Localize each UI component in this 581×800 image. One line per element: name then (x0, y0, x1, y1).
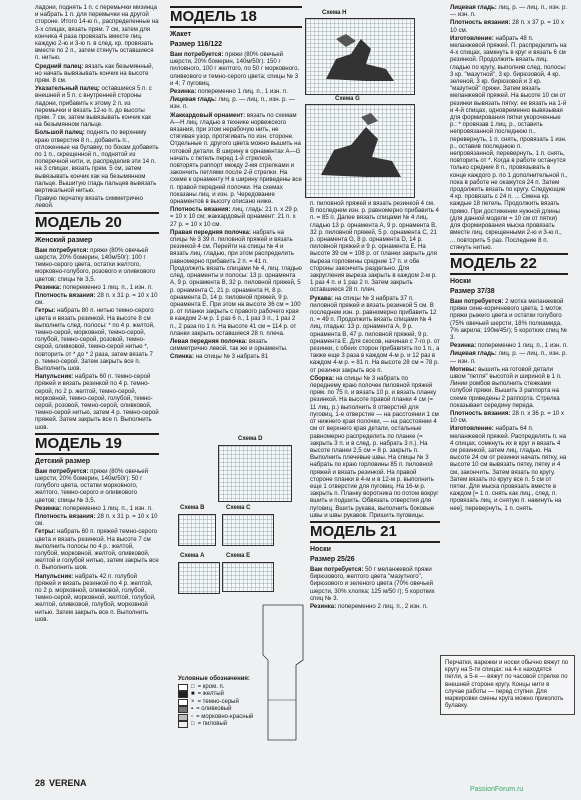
legend-item (178, 684, 298, 692)
model20-subtitle: Женский размер (35, 236, 93, 244)
sleeves-label: Рукава: (310, 294, 333, 302)
thumb-label: Большой палец: (35, 129, 85, 137)
model18-jacq-label: Жаккардовый орнамент: (170, 111, 246, 119)
model18-front-label: Правая передняя полочка: (170, 228, 251, 236)
model22-subtitle: Носки (450, 277, 471, 285)
scheme-g-label: Схема G (335, 96, 360, 102)
model21-sizes: Размер 25/26 (310, 555, 355, 563)
r-density-label: Плотность вязания: (450, 19, 511, 27)
model20-title: МОДЕЛЬ 20 (35, 212, 159, 234)
model18-sizes: Размер 116/122 (170, 41, 223, 48)
model18-stst-label: Лицевая гладь: (170, 96, 217, 104)
scheme-c-label: Схема C (226, 505, 251, 511)
legend-swatch (178, 721, 188, 728)
scheme-b-label: Схема B (180, 505, 205, 511)
model20-rib-label: Резинка: (35, 283, 62, 291)
model20-cuff-label: Напульсник: (35, 373, 74, 381)
r-make-label: Изготовление: (450, 34, 494, 42)
scheme-d-label: Схема D (238, 436, 263, 442)
r-stst: лиц. р. — лиц. п., изн. р. — изн. п. (450, 4, 568, 19)
bird-motif-g (306, 105, 414, 197)
model19-cuff-label: Напульсник: (35, 572, 74, 580)
model19-need: пряжи (80% овечьей шерсти, 20% бомерин, 140м/50г): 50 г голубого цвета, остатки морковного, желтого, темно-серого и оливкового цветов; спицы № 3,5. (35, 467, 149, 504)
legend-item (178, 691, 298, 699)
page-number: 28 (35, 778, 46, 788)
model18-left-front: вязать симметрично левой, так же и орнаменты. (170, 337, 288, 353)
model19-rib: попеременно 1 лиц. п., 1 изн. п. (62, 504, 153, 512)
legend-text: = пиловый (197, 721, 228, 727)
model21-rib: попеременно 2 лиц. п., 2 изн. п. (337, 602, 428, 610)
model20-density: 28 п. x 31 р. = 10 x 10 см. (35, 291, 158, 307)
watermark: PassionForum.ru (470, 786, 524, 793)
legend-item (178, 721, 298, 729)
model22-rib: попеременно 1 лиц. п., 1 изн. п. (477, 342, 568, 350)
model18-density: лиц. гладь: 21 п. x 29 р. = 10 x 10 см; жаккардовый орнамент: 21 п. x 27 р. = 10 x 10 см. (170, 206, 299, 228)
legend (178, 676, 298, 729)
scheme-e-chart (222, 562, 274, 592)
r-make: набрать 48 п. меланжевой пряжей. П. распределить на 4-х спицах, замкнуть в круг и вязать 6 см резинкой. Продолжить вязать лиц. гладью по кругу, выполнив след. полосы: 3 кр. "мазутной", 3 кр. бирюзовой, 4 кр. зеленой, 3 кр. бирюзовой и 3 кр. "мазутной" пряжи. Затем вязать меланжевой пряжей. На высоте 10 см от резинки вывязать пятку: ее вязать на 1-й и 4-й спицах, одновременно вывязывая для формирования пятки укороченные р.: * провязав 1 лиц. р., оставить непровязанной последнюю п., перевернуть, 1 п. снять, провязать 1 изн. р., оставив последнюю п. непровязанной, перевернуть, 1 п. снять, повторить от *. Когда в работе останутся только средние 8 п., провязывать в конце каждого р. по 1 дополнительной п., пока в работе не окажутся 24 п. Затем продолжить вязать по кругу. Следующие 4 кр. провязать с 24 п. ... Смена кр. каждые 18 петель. Продолжить вязать прямо. При достижении нужной длины (для данной модели = 10 см от пятки) для формирования мыска провязать вместе лиц. скрещенными 2-ю и 3-ю п., ... повторить 5 раз. Последние 8 п. стянуть нитью. (450, 34, 568, 251)
scheme-g-chart (305, 104, 415, 198)
model18-jacq: вязать по схемам A—H лиц. гладью в технике норвежского вязания, при этом нерабочую нить, не стягивая узор, протягивать по изн. стороне. Отдельные п. другого цвета можно вышить на готовой детали. В ширину в орнаментах A—G начать с петель перед 1-й стрелкой, повторять раппорт между 2-мя стрелками и закончить петлями после 2-й стрелки. На схеме к орнаменту H в ширину приведены все п. правой передней полочки. На схемах показаны лиц. и изн. р. Чередование орнаментов в высоту описано ниже. (170, 111, 302, 206)
index-finger-label: Указательный палец: (35, 85, 100, 93)
model18-front: набрать на спицы № 3 39 п. пиловной пряжей и вязать резинкой 4 см. Перейти на спицы № 4 и вязать лиц. гладью, при этом распределить равномерно прибавить 2 п. = 41 п. Продолжить вязать спицами № 4, лиц. гладью след. орнаменты и полосы: 13 р. орнамента A, 9 р. орнамента B, 32 р. пиловной пряжей, 5 р. орнамента C, 21 р. орнамента H, 8 р. орнамента D, 14 р. пиловной пряжей, 9 р. орнамента E. При этом на высоте 36 см = 100 р. от планки закрыть с правого рабочего края в каждом 2-м р. 1 раз 6 п., 1 раз 3 п., 1 раз 2 п., 2 раза по 1 п. На высоте 41 см = 114 р. от планки закрыть оставшиеся 28 п. плеча. (170, 228, 302, 337)
model22-need: 2 мотка меланжевой пряжи сине-коричневого цвета, 1 моток пряжи рыжего цвета и остатки голубого (75% овечьей шерсти, 18% полиамида, 7% акрила; 190м/45г); 5 коротких спиц № 3. (450, 297, 568, 341)
legend-symbol: ▪ (191, 706, 194, 712)
model19-density-label: Плотность вязания: (35, 512, 96, 520)
model22-rib-label: Резинка: (450, 342, 477, 350)
model18-subtitle: Жакет (170, 31, 192, 38)
model22-motif: вышить на готовой детали швом "петля" высотой и шириной в 1 п. Линии ромбов выполнить стежками голубой пряжи. Вышить 3 раппорта на схеме приведены 2 раппорта. Стрелка показывает середину переда. (450, 365, 562, 409)
assembly-label: Сборка: (310, 374, 334, 382)
column-left (35, 4, 159, 624)
r-stst-label: Лицевая гладь: (450, 4, 497, 11)
legend-item (178, 699, 298, 707)
column-second (170, 4, 302, 362)
tip-box: Перчатки, варежки и носки обычно вяжут по кругу на 5-ти спицах: на 4-х находятся петли, а 5-я — вяжут по часовой стрелке по внешней стороне кругу. Концы нити в случае работы — перед ступни. Для маркировки смены круга можно приколоть булавку. (440, 655, 575, 715)
column-right (450, 4, 568, 513)
model18-rib-label: Резинка: (170, 88, 197, 96)
scheme-h-chart (305, 18, 415, 95)
model22-stst: лиц. р. — лиц. п., изн. р. — изн. п. (450, 350, 568, 365)
legend-swatch (178, 714, 188, 721)
legend-text: = темно-серый (197, 698, 239, 705)
model18-back: на спицы № 3 набрать 81 (195, 353, 269, 361)
mirror-text: Правую перчатку вязать симметрично левой. (35, 195, 143, 210)
model21-title: МОДЕЛЬ 21 (310, 521, 440, 543)
model19-subtitle: Детский размер (35, 457, 91, 465)
scheme-e-label: Схема E (226, 553, 251, 559)
glove-cont-text: ладони, поднять 1 п. с перемычки мизинца и набрать 1 п. для перемычки на другой стороне. Итого 14-ю п., распределенные на 3-х спицах, вязать прям. 7 см, затем для кончика 4 раза провязать вместе лиц. каждую 2-ю и 3-ю п. в след. кр. провязать вместе по 2 п., затем стянуть оставшиеся п. нитью. (35, 4, 159, 62)
model22-make: набрать 64 п. меланжевой пряжей. Распределить п. на 4 спицах, сомкнуть их в круг и вязать 4 см резинкой, затем лиц. гладью. На высоте 24 см от резинки начать пятку, на высоте 10 см вывязать пятку, пятку и 4 см, закончить. Затем вязать по кругу. Затем вязать по кругу все п. 5 см от пятки. Для мыска провязать вместе в каждом [= 1 п. снять как лиц., след. п. провязать лиц. и снятую п. накинуть на нее], перевернуть, 1 п. снять. (450, 425, 567, 512)
model18-left-front-label: Левая передняя полочка: (170, 337, 248, 345)
legend-item (178, 714, 298, 722)
model19-cuff: набрать 42 п. голубой пряжей и вязать резинкой по 4 р. желтой, по 2 р. морковной, оливковой, голубой, темно-серой, морковной, желтой, голубой, желтой, оливковой, голубой, морковной нитью. Затем закрыть все п. Выполнить шов. (35, 572, 156, 623)
scheme-d-chart (218, 445, 292, 502)
magazine-name: VERENA (49, 778, 87, 788)
model19-title: МОДЕЛЬ 19 (35, 433, 159, 455)
bird-motif-h (306, 19, 414, 94)
legend-text: = желтый (197, 691, 224, 697)
model21-need-label: Вам потребуется: (310, 565, 364, 573)
model20-need: пряжи (80% овечьей шерсти, 20% бомерин, 140м/50г): 100 г темно-серого цвета, остатки желтого, морковно-голубого, розового и оливкового цветов; спицы № 3,5. (35, 246, 156, 283)
model20-need-label: Вам потребуется: (35, 246, 89, 254)
model19-gaiter: набрать 60 п. пряжей темно-серого цвета и вязать резинкой. На высоте 7 см выполнить полосы по 4 р.: желтой, голубой, морковной, желтой, оливковой, желтой и голубой нитью, затем закрыть все п. Выполнить шов. (35, 528, 159, 572)
model22-title: МОДЕЛЬ 22 (450, 253, 568, 275)
model20-rib: попеременно 1 лиц. п., 1 изн. п. (62, 283, 153, 291)
model19-rib-label: Резинка: (35, 504, 62, 512)
legend-item (178, 706, 298, 714)
model20-gaiter: набрать 80 п. нитью темно-серого цвета и вязать резинкой. На высоте 8 см выполнить след. полосы: * по 4 р. желтой, темно-серой, морковной, темно-серой, голубой, темно-серой, розовой, темно-серой, оливковой, темно-серой нитью *, повторить от * до * 2 раза, затем вязать 7 р. темно-серой. Затем закрыть все п. Выполнить шов. (35, 307, 155, 372)
legend-text: = морковно-красный (196, 713, 254, 720)
r-density: 28 п. x 37 р. = 10 x 10 см. (450, 19, 565, 34)
legend-swatch (178, 706, 188, 713)
thumb-text: поднять по верхнему краю отверстия 8 п., добавить п., отложенные на булавку, по бокам добавить по 1 п., скрещенной п., поднятой из поперечной нити, и, распределив эти 14 п. на 3 спицах, вязать прям. 5 см, затем вывязывать кончик как на безымянном пальце. Вышитую гладь пальцев вывязать вертикальной нитью. (35, 129, 159, 195)
legend-symbol: ▫ (191, 713, 194, 720)
mid-finger-text: вязать как безымянный, но начать вывязывать кончик на высоте прям. 8 см. (35, 62, 154, 85)
model20-density-label: Плотность вязания: (35, 291, 96, 299)
index-finger-text: оставшиеся 5 п. с внешней и 5 п. с внутренней стороны ладони, прибавить к этому 2 п. из перемычки и вязать 12-ю п. до высоты прям. 7 см, затем вывязывать кончик как на безымянном пальце. (35, 85, 152, 129)
model22-sizes: Размер 37/38 (450, 287, 495, 295)
model18-stst: лиц. р. — лиц. п., изн. р. — изн. п. (170, 96, 295, 111)
model21-rib-label: Резинка: (310, 602, 337, 610)
legend-title: Условные обозначения: (178, 676, 250, 682)
page-footer (35, 778, 87, 788)
legend-symbol: ■ (191, 691, 195, 697)
model19-gaiter-label: Гетры: (35, 528, 56, 536)
model20-gaiter-label: Гетры: (35, 307, 56, 315)
scheme-h-label: Схема H (322, 10, 347, 16)
legend-text: = оливковый (196, 706, 232, 712)
model18-rib: попеременно 1 лиц. п., 1 изн. п. (197, 88, 288, 96)
legend-symbol: □ (191, 721, 195, 727)
model22-density: 28 п. x 36 р. = 10 x 10 см. (450, 409, 565, 425)
legend-swatch (178, 699, 188, 706)
legend-symbol: □ (191, 683, 195, 690)
model22-need-label: Вам потребуется: (450, 297, 504, 305)
model22-motif-label: Мотивы: (450, 365, 477, 373)
column-third (310, 200, 440, 611)
scheme-a-chart (178, 562, 220, 594)
scheme-c-chart (222, 514, 274, 546)
scheme-b-chart (178, 514, 216, 546)
mid-finger-label: Средний палец: (35, 62, 84, 70)
back-cont-text: п. пиловной пряжей и вязать резинкой 4 см. В последнем изн. р. равномерно прибавить 4 п. = 85 п. Далее вязать спицами № 4 лиц. гладью 13 р. орнамента A, 9 р. орнамента B, 32 р. пиловной пряжей, 5 р. орнамента C, 21 р. орнамента G, 8 р. орнамента D, 14 р. пиловной пряжей и 9 р. орнамента E. На высоте 39 см = 108 р. от планки закрыть для выреза горловины средние 17 п. и обе стороны закончить раздельно. Для закругления выреза закрыть в каждом 2-м р. 1 раз 4 п. и 1 раз 2 п. Затем закрыть оставшиеся 28 п. плеч. (310, 200, 439, 294)
model18-title: МОДЕЛЬ 18 (170, 6, 302, 28)
model22-make-label: Изготовление: (450, 425, 494, 433)
model18-need: пряжи (80% овечьей шерсти, 20% бомерин, 140м/50г): 150 г пиловного, 100 г желтого, по 50 г морковного, оливкового и темно-серого цвета; спицы № 3 и 4; 7 пуговиц. (170, 51, 300, 87)
model21-subtitle: Носки (310, 545, 331, 553)
model18-need-label: Вам потребуется: (170, 51, 224, 58)
model19-density: 28 п. x 31 р. = 10 x 10 см. (35, 512, 158, 528)
model22-stst-label: Лицевая гладь: (450, 350, 497, 358)
model18-density-label: Плотность вязания: (170, 206, 231, 214)
model19-need-label: Вам потребуется: (35, 467, 89, 475)
legend-swatch (178, 684, 188, 691)
model18-back-label: Спинка: (170, 353, 194, 361)
sleeves-text: на спицы № 3 набрать 37 п. пиловной пряжей и вязать резинкой 5 см. В последнем изн. р. равномерно прибавить 12 п. = 49 п. Продолжить вязать спицами № 4 лиц. гладью: 13 р. орнамента A, 9 р. орнамента B, 47 р. пиловной пряжей, 9 р. орнамента E. Для скосов, начиная с 7-го р. от резинки, с обеих сторон прибавлять по 1 п., а также еще 3 раза в каждом 4-м р. и 12 раз в каждом 4-м р. = 81 п. На высоте 28 см = 78 р. от резинки закрыть все п. (310, 294, 440, 374)
legend-symbol: × (191, 698, 195, 705)
legend-swatch (178, 691, 188, 698)
legend-text: = кром. п. (197, 683, 225, 690)
model22-density-label: Плотность вязания: (450, 409, 511, 417)
assembly-text: на спицы № 3 набрать по переднему краю полочек пиловной пряжей прям. по 75 п. и вязать 10 р. и вязать планку резинкой. На высоте правой планки 4 см (= 11 лиц. р.) выполнить 8 отверстий для пуговиц, 1-е отверстие — на расстоянии 1 см от нижнего края полочки, — на расстоянии 4 см от верхнего края детали, остальные равномерно распределить по планке (= закрыть 3 п. и в след. р. набрать 3 п.). На высоте планки 2,5 см = 8 р. закрыть п. Выполнить плечевые швы. На спицы № 3 набрать по краю горловины 85 п. пиловной пряжей и вязать резинкой. На правой стороне планки в 4-м и в 12-м р. выполнить еще 1 отверстие для пуговиц. На 16-м р. закрыть п. Планку воротника по потом вокруг вшить и подшить. Обвязать отверстия для пуговиц. Вшить рукава, выполнить боковые швы и швы рукавов. Пришить пуговицы. (310, 374, 439, 519)
model20-cuff: набрать 60 п. темно-серой пряжей и вязать резинкой по 4 р. темно-серой, по 2 р. желтой, темно-серой, морковной, темно-серой, голубой, темно-серой, розовой, темно-серой, оливковой, темно-серой нитью, затем 4 р. темно-серой пряжей. Затем закрыть все п. Выполнить шов. (35, 373, 159, 431)
model21-need: 50 г меланжевой пряжи бирюзового, желтого цвета "мазутного", бирюзового и зеленого цвета (70% овечьей шерсти, 30% хлопка; 125 м/50 г); 5 коротких спиц № 3. (310, 565, 435, 602)
scheme-a-label: Схема A (180, 553, 205, 559)
